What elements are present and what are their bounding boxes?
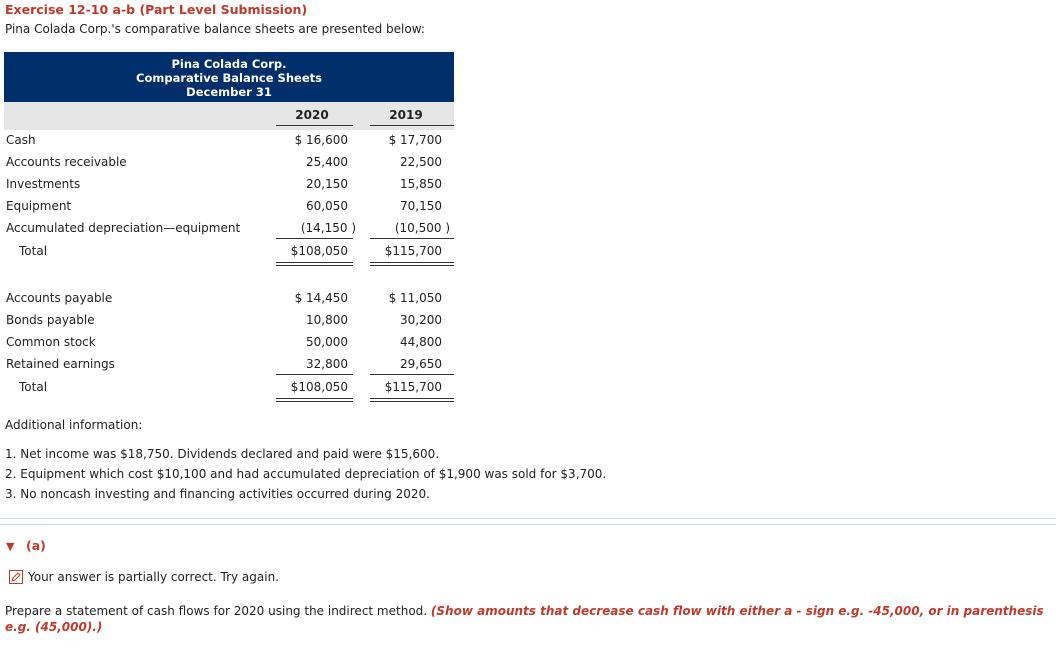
value-2020: 60,050: [306, 199, 348, 213]
double-underline: [370, 265, 454, 266]
pencil-check-icon: [9, 570, 23, 584]
exercise-title: Exercise 12-10 a-b (Part Level Submission): [5, 2, 308, 17]
subtotal-line: [276, 238, 353, 239]
row-label: Accounts receivable: [6, 155, 127, 169]
additional-item: 3. No noncash investing and financing activities occurred during 2020.: [5, 487, 430, 501]
subtotal-line: [276, 374, 353, 375]
total-2019: $115,700: [384, 380, 442, 394]
value-2019: 29,650: [400, 357, 442, 371]
row-label: Investments: [6, 177, 81, 191]
instructions-prompt: Prepare a statement of cash flows for 2020 using the indirect method.: [5, 604, 428, 618]
value-2020: 32,800: [306, 357, 348, 371]
sheet-date: December 31: [186, 85, 272, 99]
triangle-down-icon[interactable]: ▼: [6, 540, 15, 553]
subtotal-line: [370, 238, 454, 239]
answer-status: Your answer is partially correct. Try again.: [28, 570, 280, 584]
additional-heading: Additional information:: [5, 418, 143, 432]
value-2019: $ 11,050: [388, 291, 442, 305]
additional-item: 1. Net income was $18,750. Dividends declared and paid were $15,600.: [5, 447, 440, 461]
value-2020: $ 14,450: [294, 291, 348, 305]
row-label: Cash: [6, 133, 36, 147]
value-2019: 22,500: [400, 155, 442, 169]
total-2020: $108,050: [290, 380, 348, 394]
value-2019: 44,800: [400, 335, 442, 349]
total-2020: $108,050: [290, 244, 348, 258]
value-2019: $ 17,700: [388, 133, 442, 147]
double-underline: [276, 401, 353, 402]
row-label: Retained earnings: [6, 357, 115, 371]
sheet-title: Comparative Balance Sheets: [136, 71, 322, 85]
value-2020: 10,800: [306, 313, 348, 327]
instructions-hint: (Show amounts that decrease cash flow with either a - sign e.g. -45,000, or in parenthesis e.g. (45,000).): [5, 604, 1044, 634]
value-2019: 70,150: [400, 199, 442, 213]
section-divider: [0, 518, 1056, 519]
double-underline: [370, 262, 454, 263]
value-2019: 30,200: [400, 313, 442, 327]
total-label: Total: [19, 244, 48, 258]
row-label: Accumulated depreciation—equipment: [6, 221, 241, 235]
company-name: Pina Colada Corp.: [171, 57, 287, 71]
row-label: Accounts payable: [6, 291, 113, 305]
total-label: Total: [19, 380, 48, 394]
double-underline: [276, 262, 353, 263]
total-2019: $115,700: [384, 244, 442, 258]
value-2020: (14,150 ): [300, 221, 356, 235]
row-label: Common stock: [6, 335, 96, 349]
column-underline: [370, 125, 454, 126]
double-underline: [276, 398, 353, 399]
value-2020: 25,400: [306, 155, 348, 169]
value-2020: 20,150: [306, 177, 348, 191]
additional-item: 2. Equipment which cost $10,100 and had accumulated depreciation of $1,900 was sold for $3,700.: [5, 467, 607, 481]
value-2020: 50,000: [306, 335, 348, 349]
column-underline: [276, 125, 353, 126]
balance-sheet-header: [4, 52, 454, 102]
row-label: Equipment: [6, 199, 72, 213]
instructions: [5, 603, 1051, 635]
column-2019: 2019: [389, 108, 423, 122]
double-underline: [370, 398, 454, 399]
double-underline: [276, 265, 353, 266]
value-2020: $ 16,600: [294, 133, 348, 147]
value-2019: (10,500 ): [394, 221, 450, 235]
column-2020: 2020: [295, 108, 329, 122]
subtotal-line: [370, 374, 454, 375]
intro-text: Pina Colada Corp.'s comparative balance sheets are presented below:: [5, 22, 425, 36]
section-a-toggle[interactable]: (a): [26, 538, 46, 553]
row-label: Bonds payable: [6, 313, 95, 327]
section-divider: [0, 524, 1056, 525]
value-2019: 15,850: [400, 177, 442, 191]
double-underline: [370, 401, 454, 402]
